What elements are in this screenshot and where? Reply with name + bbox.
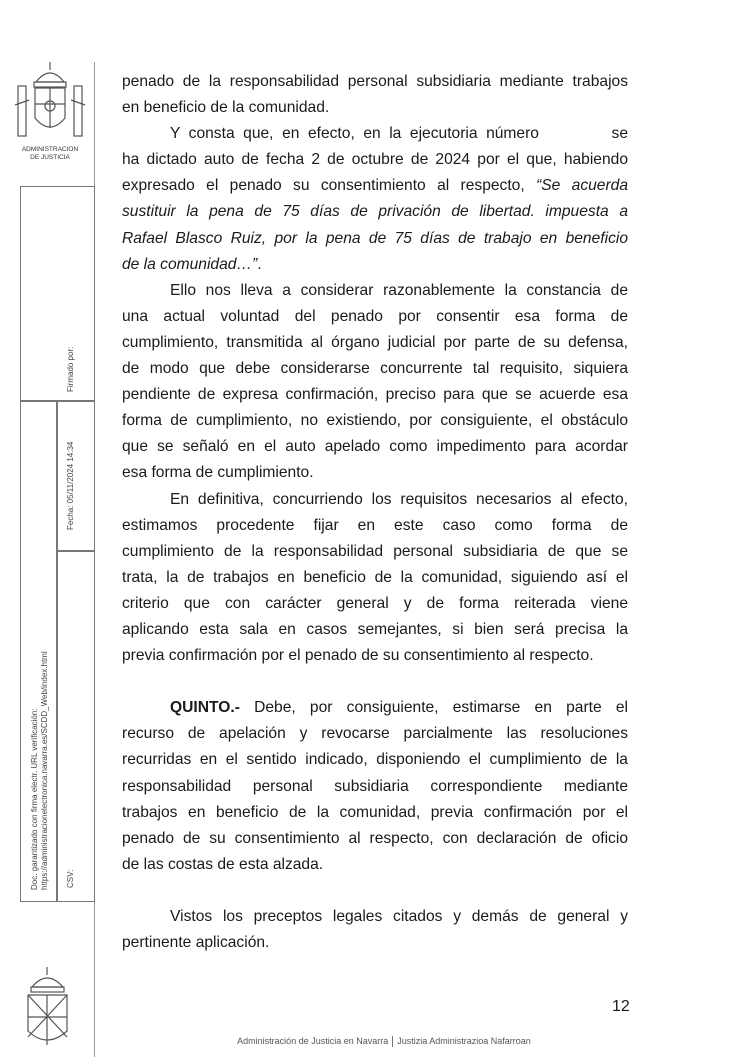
text-segment: recurridas en el sentido indicado, disponiendo el cumplimiento de la — [122, 751, 628, 769]
text-line — [122, 356, 628, 382]
text-line — [122, 95, 628, 121]
text-line — [122, 800, 628, 826]
admin-label-line-1: ADMINISTRACION — [21, 146, 79, 153]
text-line — [122, 278, 628, 304]
text-segment: . — [257, 255, 262, 273]
footer-right: Justizia Administrazioa Nafarroan — [397, 1036, 531, 1046]
text-segment: penado de su consentimiento al respecto, con declaración de oficio — [122, 829, 628, 847]
text-segment: Ello nos lleva a considerar razonablemente la constancia de — [170, 281, 628, 299]
quoted-text: de la comunidad…” — [122, 255, 258, 273]
quoted-text: Rafael Blasco Ruiz, por la pena de 75 días de trabajo en beneficio — [122, 229, 628, 247]
text-line — [122, 147, 628, 173]
text-line — [122, 826, 628, 852]
page-number: 12 — [612, 998, 630, 1015]
text-segment: una actual voluntad del penado por consentir esa forma de — [122, 307, 628, 325]
csv-label: CSV: — [66, 869, 75, 888]
text-line — [122, 382, 628, 408]
footer-left: Administración de Justicia en Navarra — [237, 1036, 389, 1046]
text-line — [122, 69, 628, 95]
administracion-justicia-label — [10, 146, 90, 162]
text-line — [122, 252, 628, 278]
quoted-text: sustituir la pena de 75 días de privación de libertad. impuesta a — [122, 203, 628, 221]
text-segment: Debe, por consiguiente, estimarse en parte el — [239, 699, 628, 717]
text-segment: responsabilidad personal subsidiaria correspondiente mediante — [122, 777, 628, 795]
document-body — [122, 69, 628, 956]
text-line — [122, 774, 628, 800]
admin-label-line-2: DE JUSTICIA — [30, 154, 70, 161]
text-line — [122, 434, 628, 460]
text-segment: penado de la responsabilidad personal subsidiaria mediante trabajos — [122, 73, 628, 90]
text-line — [122, 487, 628, 513]
text-segment: aplicando esta sala en casos semejantes, si bien será precisa la — [122, 620, 628, 638]
text-segment: esa forma de cumplimiento. — [122, 464, 314, 482]
text-line — [122, 930, 628, 956]
text-segment: de modo que debe considerarse concurrente tal requisito, siquiera — [122, 360, 628, 378]
text-segment: expresado el penado su consentimiento al respecto, — [122, 177, 537, 195]
blank-line — [122, 878, 628, 904]
text-line — [122, 747, 628, 773]
doc-line-1: Doc. garantizado con firma electr. URL verificación: — [30, 708, 39, 890]
text-segment: ha dictado auto de fecha 2 de octubre de 2024 por el que, habiendo — [122, 151, 628, 169]
text-line — [122, 591, 628, 617]
text-segment: previa confirmación por el penado de su consentimiento al respecto. — [122, 647, 594, 665]
text-line — [122, 617, 628, 643]
text-line — [122, 539, 628, 565]
text-segment: cumplimiento, transmitida al órgano judicial por parte de su defensa, — [122, 333, 628, 351]
text-line — [122, 199, 628, 225]
text-segment: trabajos en beneficio de la comunidad, previa confirmación por el — [122, 803, 628, 821]
text-line — [122, 513, 628, 539]
text-segment: criterio que con carácter general y de forma reiterada viene — [122, 594, 628, 612]
text-line — [122, 460, 628, 486]
text-segment: Y consta que, en efecto, en la ejecutoria número — [170, 125, 539, 143]
quoted-text: “Se acuerda — [536, 177, 629, 195]
csv-cell — [56, 550, 95, 902]
text-segment: trata, la de trabajos en beneficio de la comunidad, siguiendo así el — [122, 568, 628, 586]
footer — [0, 1036, 750, 1047]
text-line — [122, 695, 628, 721]
text-segment: estimamos procedente fijar en este caso como forma de — [122, 516, 628, 534]
text-line — [122, 721, 628, 747]
blank-line — [122, 669, 628, 695]
text-line — [122, 226, 628, 252]
text-segment: que se señaló en el auto apelado como impedimento para acordar — [122, 438, 628, 456]
text-line — [122, 173, 628, 199]
firmado-label: Firmado por: — [66, 346, 75, 392]
text-segment: cumplimiento de la responsabilidad personal subsidiaria de que se — [122, 542, 628, 560]
spain-coat-of-arms-logo — [10, 60, 90, 150]
text-line — [122, 904, 628, 930]
text-line — [122, 408, 628, 434]
text-line — [122, 304, 628, 330]
section-heading: QUINTO.- — [170, 699, 240, 717]
text-segment: En definitiva, concurriendo los requisitos necesarios al efecto, — [170, 490, 628, 508]
text-segment: recurso de apelación y revocarse parcialmente las resoluciones — [122, 725, 628, 743]
text-line — [122, 330, 628, 356]
footer-separator — [392, 1036, 393, 1047]
firmado-cell — [20, 186, 95, 402]
text-segment: en beneficio de la comunidad. — [122, 99, 330, 117]
text-segment: pertinente aplicación. — [122, 934, 270, 952]
text-segment: se — [611, 125, 628, 143]
text-segment: forma de cumplimiento, no existiendo, por consiguiente, el obstáculo — [122, 412, 628, 430]
doc-verification-text — [30, 651, 50, 890]
text-line — [122, 121, 628, 147]
text-segment: pendiente de expresa confirmación, preciso para que se acuerde esa — [122, 386, 628, 404]
text-segment: de las costas de esta alzada. — [122, 855, 324, 873]
text-segment: Vistos los preceptos legales citados y demás de general y — [170, 908, 628, 925]
fecha-label: Fecha: 05/11/2024 14:34 — [66, 441, 75, 530]
text-line — [122, 643, 628, 669]
text-line — [122, 852, 628, 878]
verification-url[interactable]: https://administracionelectronica.navarra.es/SCDD_Web/index.html — [40, 651, 49, 890]
text-line — [122, 565, 628, 591]
